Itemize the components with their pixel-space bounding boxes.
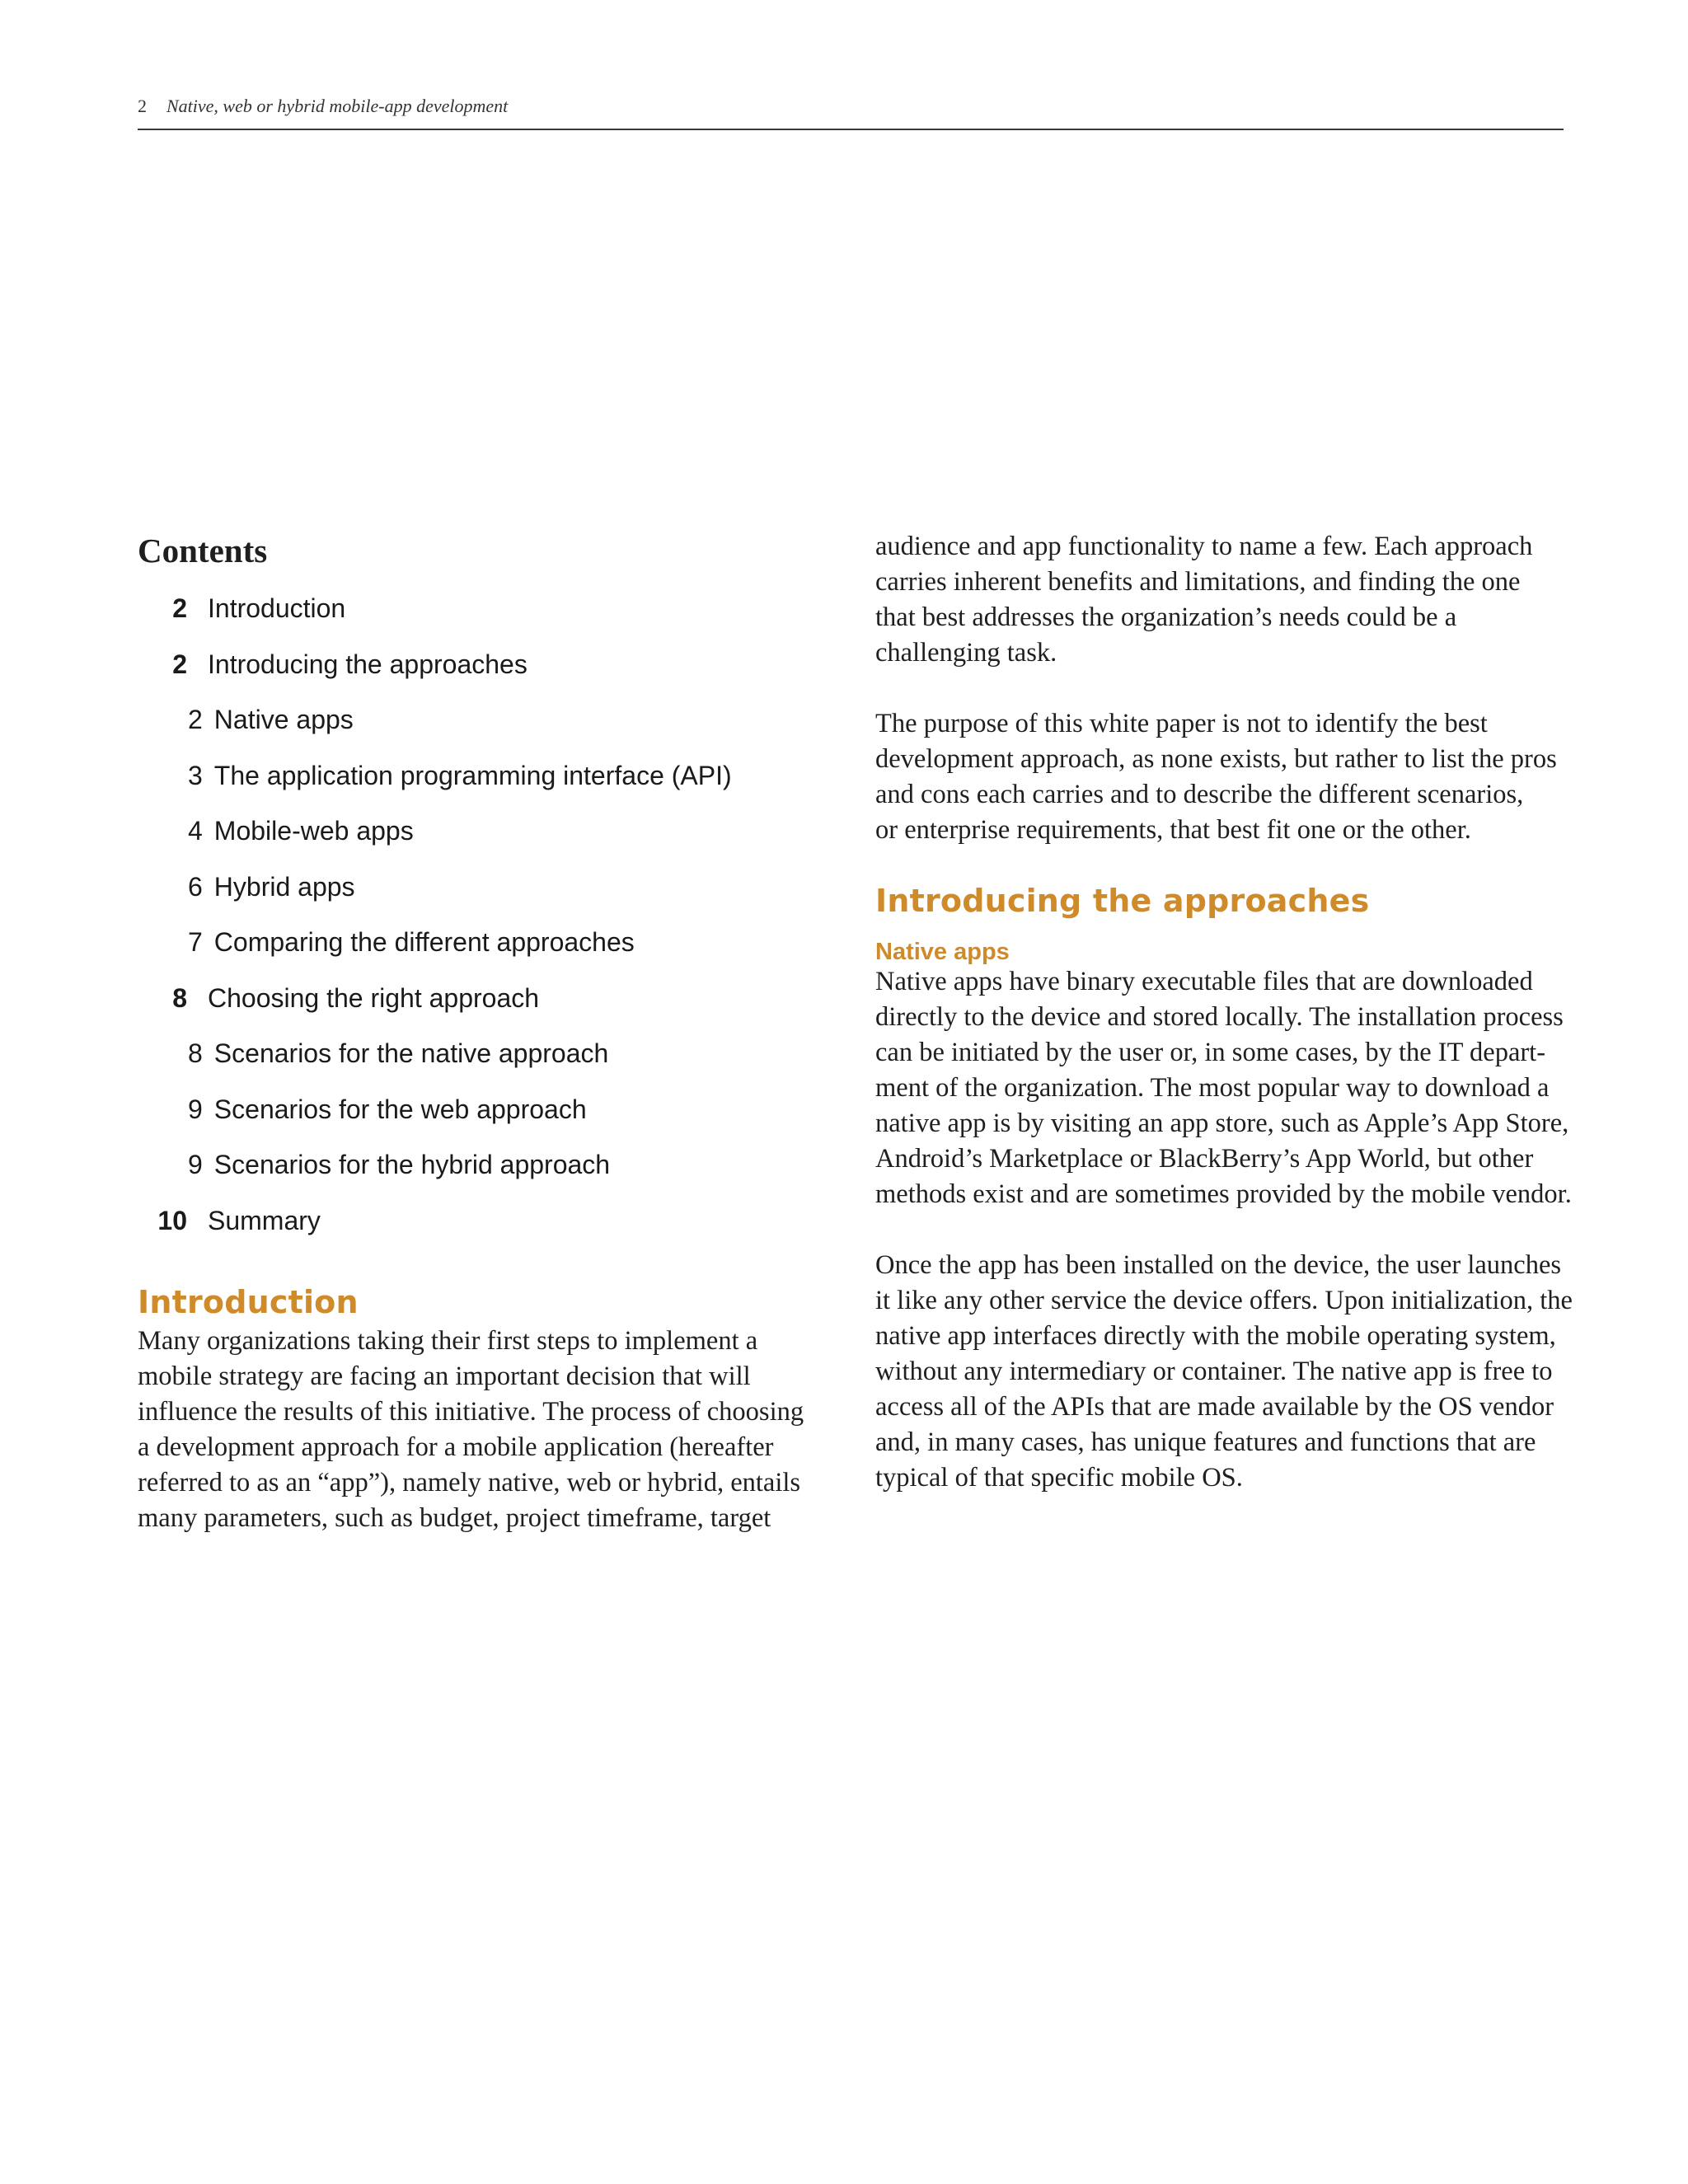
text-line: can be initiated by the user or, in some cases, by the IT depart- (875, 1038, 1546, 1067)
toc-entry-label: Scenarios for the native approach (213, 1038, 609, 1068)
text-line: audience and app functionality to name a few. Each approach (875, 532, 1533, 561)
text-line: The purpose of this white paper is not to identify the best (875, 709, 1488, 738)
page-number: 2 (138, 96, 147, 116)
toc-entry-page-number: 9 (188, 1150, 203, 1179)
toc-entry-page-number: 6 (188, 872, 203, 902)
running-header (138, 92, 1564, 130)
text-line: carries inherent benefits and limitations, and finding the one (875, 567, 1521, 597)
toc-entry-label: Native apps (213, 705, 354, 734)
text-line: ment of the organization. The most popular way to download a (875, 1073, 1550, 1103)
text-line: many parameters, such as budget, project timeframe, target (138, 1503, 771, 1533)
toc-entry-page-number: 2 (188, 705, 203, 734)
toc-entry[interactable] (138, 1094, 587, 1127)
text-line: access all of the APIs that are made available by the OS vendor (875, 1392, 1554, 1422)
toc-entry-page-number: 10 (157, 1206, 187, 1235)
toc-title: Contents (138, 532, 268, 569)
toc-entry-label: Mobile-web apps (213, 816, 414, 846)
text-line: without any intermediary or container. The native app is free to (875, 1357, 1553, 1386)
text-line: or enterprise requirements, that best fit one or the other. (875, 815, 1471, 845)
toc-entry-page-number: 4 (188, 816, 203, 846)
text-line: typical of that specific mobile OS. (875, 1463, 1243, 1493)
text-line: Native apps have binary executable files that are downloaded (875, 967, 1533, 996)
introduction-paragraph (138, 1324, 822, 1536)
introduction-continued-paragraph (875, 529, 1559, 671)
toc-entry[interactable] (138, 649, 528, 682)
toc-entry[interactable] (138, 872, 355, 905)
text-line: it like any other service the device offers. Upon initialization, the (875, 1286, 1573, 1315)
purpose-paragraph (875, 706, 1559, 848)
text-line: directly to the device and stored locally. The installation process (875, 1002, 1564, 1032)
toc-entry-label: Hybrid apps (213, 872, 355, 902)
toc-entry-page-number: 8 (188, 1038, 203, 1068)
text-line: Once the app has been installed on the device, the user launches (875, 1250, 1562, 1280)
document-title: Native, web or hybrid mobile-app development (166, 96, 509, 116)
toc-entry[interactable] (138, 1206, 321, 1239)
toc-entry-page-number: 2 (172, 649, 187, 679)
toc-entry-page-number: 9 (188, 1094, 203, 1124)
toc-entry-page-number: 8 (172, 983, 187, 1013)
introduction-section (138, 1284, 822, 1536)
text-line: mobile strategy are facing an important decision that will (138, 1361, 751, 1391)
approaches-heading: Introducing the approaches (875, 883, 1370, 919)
toc-entry[interactable] (138, 761, 732, 794)
text-line: a development approach for a mobile application (hereafter (138, 1432, 774, 1462)
toc-entry-label: Comparing the different approaches (213, 927, 635, 957)
text-line: native app is by visiting an app store, such as Apple’s App Store, (875, 1108, 1569, 1138)
text-line: challenging task. (875, 638, 1057, 668)
native-apps-subheading: Native apps (875, 939, 1010, 965)
toc-entry-label: Choosing the right approach (208, 983, 540, 1013)
native-apps-paragraph-2 (875, 1248, 1573, 1496)
toc-entry[interactable] (138, 816, 414, 849)
toc-entry[interactable] (138, 983, 539, 1016)
text-line: and, in many cases, has unique features and functions that are (875, 1427, 1536, 1457)
text-line: native app interfaces directly with the mobile operating system, (875, 1321, 1556, 1351)
toc-entry-page-number: 3 (188, 761, 203, 790)
toc-entry-label: Scenarios for the hybrid approach (213, 1150, 611, 1179)
text-line: Many organizations taking their first steps to implement a (138, 1326, 758, 1356)
toc-entry[interactable] (138, 705, 354, 738)
text-line: referred to as an “app”), namely native, web or hybrid, entails (138, 1468, 801, 1497)
toc-entry-label: Introduction (208, 593, 346, 623)
toc-entry-label: The application programming interface (API) (213, 761, 732, 790)
toc-entry[interactable] (138, 1038, 608, 1071)
text-line: influence the results of this initiative. The process of choosing (138, 1397, 804, 1427)
text-line: methods exist and are sometimes provided by the mobile vendor. (875, 1179, 1572, 1209)
toc-entry[interactable] (138, 593, 345, 626)
introduction-heading: Introduction (138, 1284, 359, 1320)
text-line: that best addresses the organization’s needs could be a (875, 602, 1457, 632)
toc-entry[interactable] (138, 927, 635, 960)
text-line: development approach, as none exists, but rather to list the pros (875, 744, 1557, 774)
right-column (875, 529, 1573, 1496)
toc-entry-page-number: 7 (188, 927, 203, 957)
toc-entry-label: Scenarios for the web approach (213, 1094, 587, 1124)
text-line: Android’s Marketplace or BlackBerry’s App World, but other (875, 1144, 1534, 1174)
toc-entry-label: Introducing the approaches (208, 649, 528, 679)
toc-entry-label: Summary (208, 1206, 321, 1235)
native-apps-paragraph (875, 964, 1572, 1212)
toc-entry-page-number: 2 (172, 593, 187, 623)
toc-entry[interactable] (138, 1150, 610, 1183)
text-line: and cons each carries and to describe the different scenarios, (875, 780, 1524, 809)
